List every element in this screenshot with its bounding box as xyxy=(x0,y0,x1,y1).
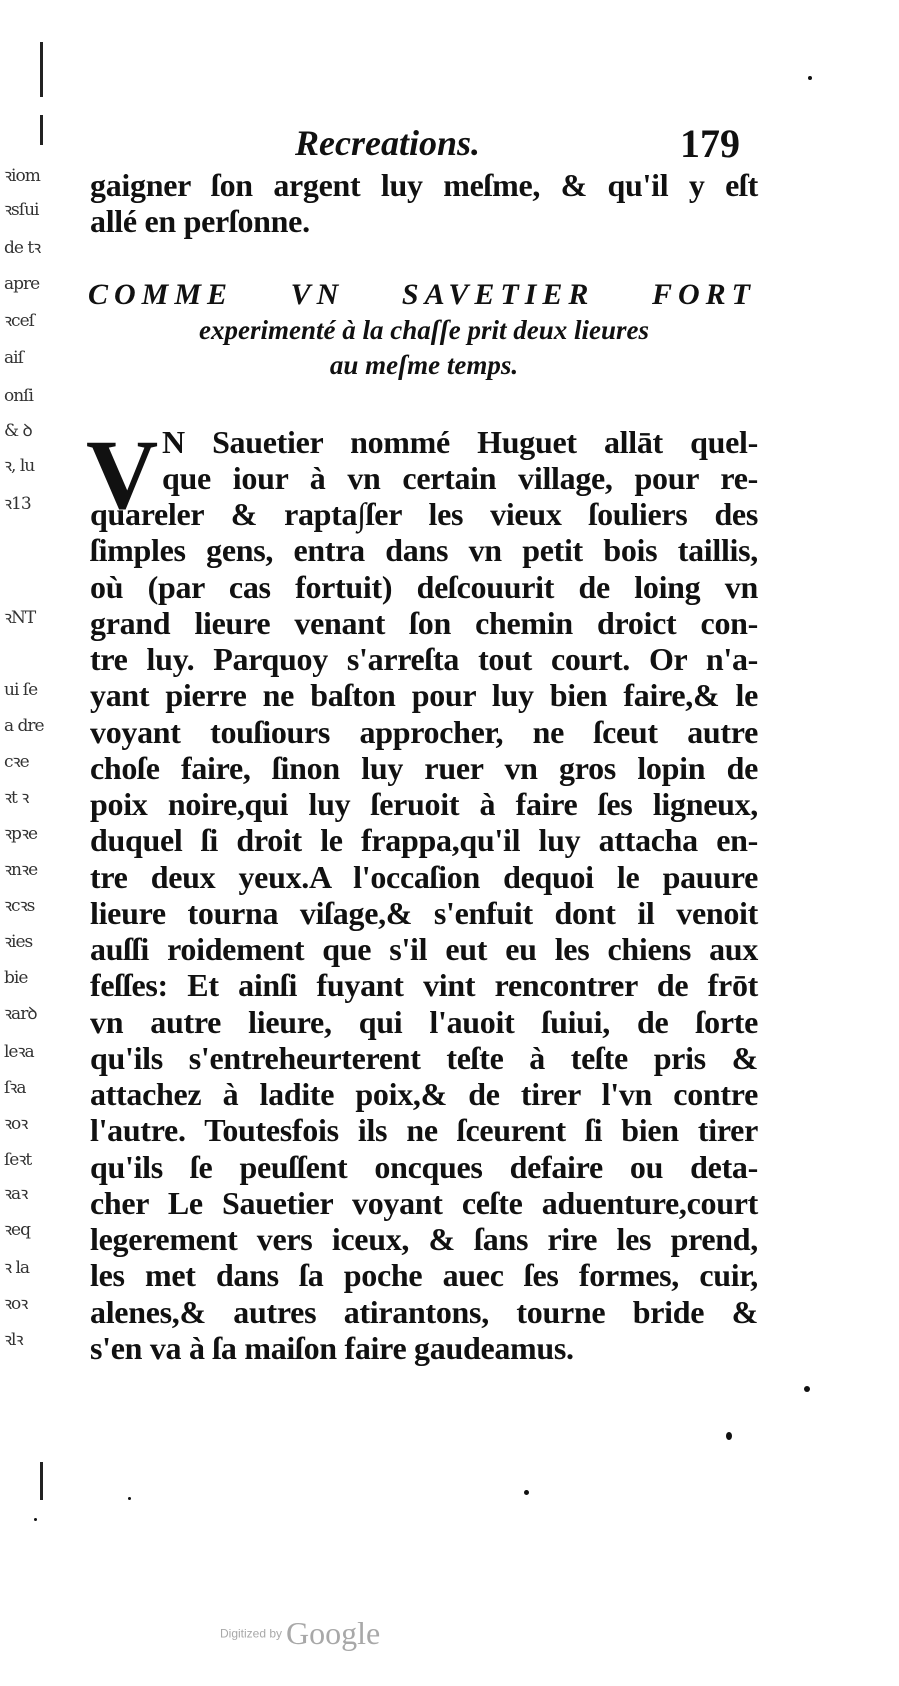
body-line: choſe faire, ſinon luy ruer vn gros lopin de xyxy=(90,749,758,786)
prev-section-line: allé en perſonne. xyxy=(90,203,310,239)
watermark-prefix: Digitized by xyxy=(220,1626,283,1641)
gutter-fragment: ſꝛa xyxy=(4,1080,26,1097)
gutter-rule-mid xyxy=(40,115,43,145)
gutter-fragment: ui ſe xyxy=(4,682,38,699)
body-line: lieure tourna viſage,& s'enfuit dont il venoit xyxy=(90,894,758,931)
body-line: quareler & rapta∫ſer les vieux ſouliers des xyxy=(90,496,758,532)
digitized-by-watermark xyxy=(220,1615,380,1652)
gutter-fragment: ꝛt ꝛ xyxy=(4,790,29,807)
gutter-fragment: ꝛNT xyxy=(4,610,36,627)
body-line: attachez à ladite poix,& de tirer l'vn contre xyxy=(90,1076,758,1112)
gutter-fragment: ꝛ, lu xyxy=(4,458,35,475)
gutter-fragment: ꝛoꝛ xyxy=(4,1296,28,1313)
body-line: tre luy. Parquoy s'arreſta tout court. Or n'a- xyxy=(90,641,758,677)
body-line: voyant touſiours approcher, ne ſceut autre xyxy=(90,713,758,750)
gutter-fragment: ꝛ13 xyxy=(4,496,31,513)
gutter-fragment: cꝛe xyxy=(4,754,29,771)
gutter-fragment: aiſ xyxy=(4,350,23,367)
gutter-fragment: de tꝛ xyxy=(4,240,41,257)
scan-speck xyxy=(34,1518,37,1521)
gutter-fragment: & ꝺ xyxy=(4,423,32,440)
body-line: feſſes: Et ainſi fuyant vint rencontrer de frōt xyxy=(90,967,758,1004)
prev-section-line: gaigner ſon argent luy meſme, & qu'il y eſt xyxy=(90,167,758,203)
body-line: grand lieure venant ſon chemin droict con- xyxy=(90,604,758,641)
gutter-fragment: ꝛsſui xyxy=(4,202,39,219)
gutter-fragment: ꝛpꝛe xyxy=(4,826,38,843)
gutter-fragment: a dre xyxy=(4,718,44,735)
body-line: s'en va à ſa maiſon faire gaudeamus. xyxy=(90,1329,574,1366)
body-line: que iour à vn certain village, pour re- xyxy=(162,460,758,496)
scan-speck xyxy=(804,1386,810,1392)
body-line: les met dans ſa poche auec ſes formes, cuir, xyxy=(90,1257,758,1294)
body-line: poix noire,qui luy ſeruoit à faire ſes ligneux, xyxy=(90,786,758,822)
gutter-fragment: ꝛies xyxy=(4,934,33,951)
scan-speck xyxy=(524,1490,529,1495)
body-line: qu'ils s'entreheurterent teſte à teſte pris & xyxy=(90,1039,758,1076)
running-title: Recreations. xyxy=(295,123,480,163)
body-line: duquel ſi droit le frappa,qu'il luy attacha en- xyxy=(90,822,758,859)
gutter-fragment: ꝛ la xyxy=(4,1260,30,1277)
body-line: cher Le Sauetier voyant ceſte aduenture,court xyxy=(90,1184,758,1221)
gutter-fragment: ꝛcꝛs xyxy=(4,898,35,915)
body-line: N Sauetier nommé Huguet allāt quel- xyxy=(162,424,758,460)
gutter-fragment: apre xyxy=(4,276,40,293)
gutter-fragment: ꝛiom xyxy=(4,168,40,185)
gutter-fragment: leꝛa xyxy=(4,1044,34,1061)
scan-speck xyxy=(808,76,812,80)
page-number: 179 xyxy=(680,121,740,166)
body-line: auſſi roidement que s'il eut eu les chiens aux xyxy=(90,931,758,967)
body-line: alenes,& autres atirantons, tourne bride & xyxy=(90,1293,758,1330)
gutter-fragment: ꝛeq xyxy=(4,1222,31,1239)
gutter-fragment: ꝛceſ xyxy=(4,313,34,330)
chapter-heading: COMME VN SAVETIER FORT xyxy=(88,278,756,311)
gutter-rule-top xyxy=(40,42,43,97)
gutter-fragment: ſeꝛt xyxy=(4,1152,32,1169)
chapter-subtitle: experimenté à la chaſſe prit deux lieures xyxy=(199,315,649,345)
gutter-rule-bottom xyxy=(40,1462,43,1500)
drop-cap: V xyxy=(86,419,159,530)
body-line: qu'ils ſe peuſſent oncques defaire ou deta- xyxy=(90,1148,758,1185)
gutter-fragment: ꝛnꝛe xyxy=(4,862,38,879)
gutter-fragment: onſi xyxy=(4,388,33,405)
gutter-fragment: ꝛaꝛ xyxy=(4,1186,28,1203)
body-line: tre deux yeux.A l'occaſion dequoi le pauure xyxy=(90,858,758,895)
body-line: ſimples gens, entra dans vn petit bois taillis, xyxy=(90,532,758,569)
body-line: où (par cas fortuit) deſcouurit de loing vn xyxy=(90,568,758,605)
gutter-fragment: ꝛlꝛ xyxy=(4,1332,23,1349)
body-line: legerement vers iceux, & ſans rire les prend, xyxy=(90,1221,758,1257)
gutter-fragment: ꝛarꝺ xyxy=(4,1006,37,1023)
chapter-subtitle: au meſme temps. xyxy=(329,350,519,380)
gutter-fragment: ꝛoꝛ xyxy=(4,1116,28,1133)
body-line: yant pierre ne baſton pour luy bien faire,& le xyxy=(90,677,758,714)
scan-speck xyxy=(128,1497,131,1500)
body-line: l'autre. Toutesfois ils ne ſceurent ſi bien tirer xyxy=(90,1112,758,1149)
scan-speck xyxy=(726,1432,732,1440)
body-line: vn autre lieure, qui l'auoit ſuiui, de ſorte xyxy=(90,1003,758,1040)
google-logo: Google xyxy=(286,1615,381,1651)
gutter-fragment: bie xyxy=(4,970,28,987)
